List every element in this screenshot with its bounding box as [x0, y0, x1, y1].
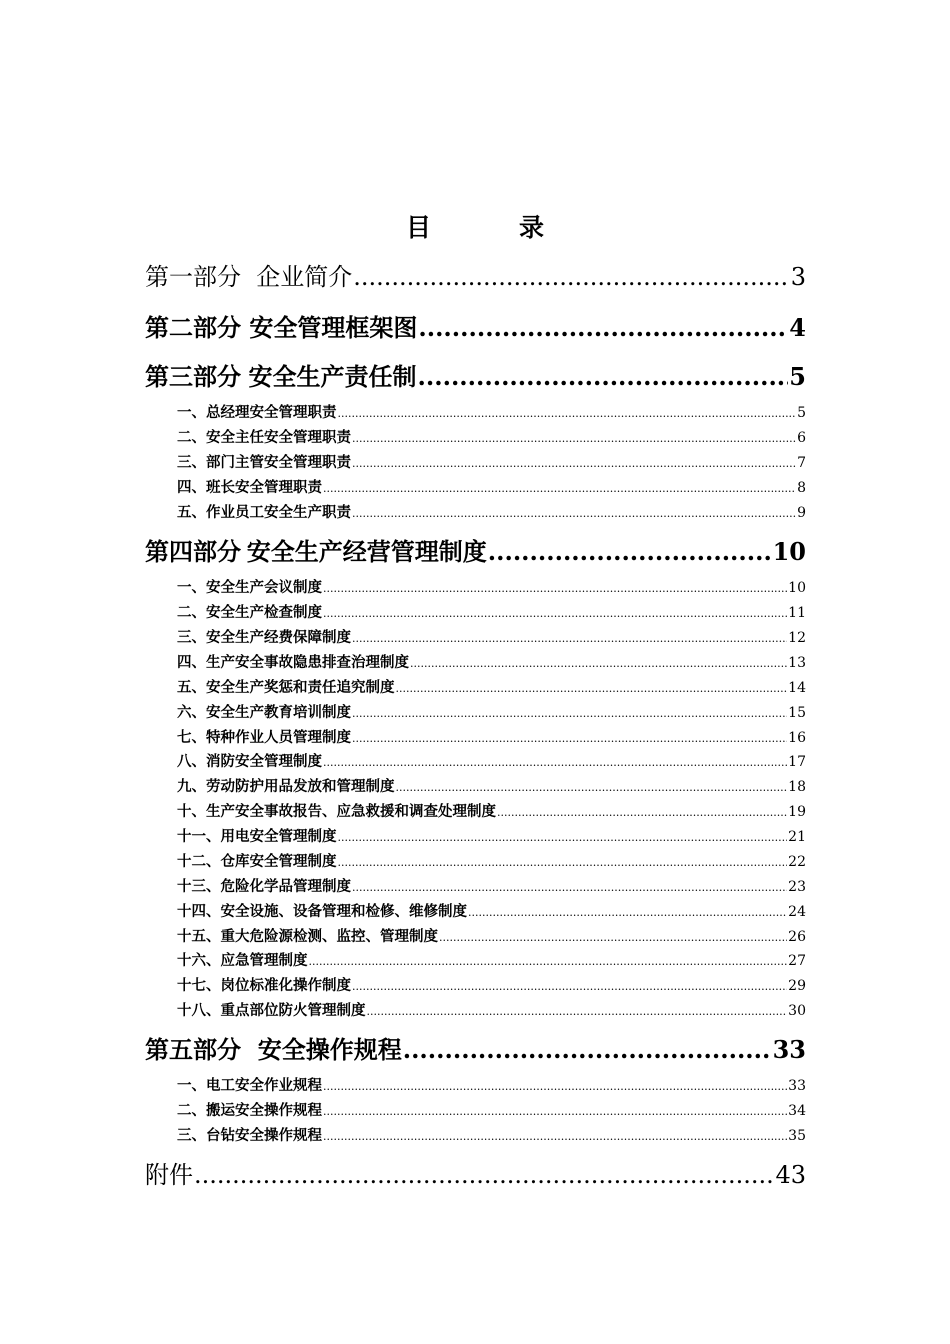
- dot-leader: [323, 605, 787, 621]
- item-title: 一、电工安全作业规程: [177, 1077, 322, 1094]
- toc-part-5[interactable]: [145, 1030, 806, 1065]
- dot-leader: [468, 904, 787, 920]
- page-number: 19: [788, 804, 806, 820]
- dot-leader: [194, 1161, 774, 1189]
- toc-item[interactable]: [177, 501, 806, 522]
- toc-item[interactable]: [177, 750, 806, 771]
- item-title: 七、特种作业人员管理制度: [177, 729, 351, 746]
- dot-leader: [396, 779, 788, 795]
- item-title: 九、劳动防护用品发放和管理制度: [177, 778, 395, 795]
- toc-item[interactable]: [177, 576, 806, 597]
- page-number: 5: [789, 362, 806, 391]
- item-title: 十六、应急管理制度: [177, 952, 308, 969]
- toc-item[interactable]: [177, 676, 806, 697]
- dot-leader: [323, 1078, 787, 1094]
- page-number: 10: [772, 537, 806, 566]
- item-title: 六、安全生产教育培训制度: [177, 704, 351, 721]
- toc-item[interactable]: [177, 401, 806, 422]
- dot-leader: [309, 953, 788, 969]
- toc-item[interactable]: [177, 999, 806, 1020]
- page-number: 5: [797, 405, 806, 421]
- dot-leader: [403, 1035, 772, 1064]
- dot-leader: [352, 705, 787, 721]
- page-number: 33: [788, 1078, 806, 1094]
- item-title: 十、生产安全事故报告、应急救援和调查处理制度: [177, 803, 496, 820]
- dot-leader: [338, 854, 788, 870]
- item-title: 五、安全生产奖惩和责任追究制度: [177, 679, 395, 696]
- toc-part-2[interactable]: [145, 308, 806, 343]
- toc-title: 目 录: [405, 213, 545, 242]
- dot-leader: [323, 1103, 787, 1119]
- page-number: 14: [788, 680, 806, 696]
- item-title: 二、安全主任安全管理职责: [177, 429, 351, 446]
- page-number: 23: [788, 879, 806, 895]
- toc-item[interactable]: [177, 900, 806, 921]
- toc-item[interactable]: [177, 1074, 806, 1095]
- page-number: 10: [788, 580, 806, 596]
- page-number: 21: [788, 829, 806, 845]
- part-title: 安全管理框架图: [249, 313, 418, 342]
- item-title: 十五、重大危险源检测、监控、管理制度: [177, 928, 438, 945]
- toc-item[interactable]: [177, 875, 806, 896]
- page-number: 16: [788, 730, 806, 746]
- item-title: 一、安全生产会议制度: [177, 579, 322, 596]
- page-number: 3: [790, 263, 806, 291]
- page-number: 8: [797, 480, 806, 496]
- toc-item[interactable]: [177, 825, 806, 846]
- item-title: 二、安全生产检查制度: [177, 604, 322, 621]
- toc-item[interactable]: [177, 426, 806, 447]
- dot-leader: [338, 829, 788, 845]
- page-number: 35: [788, 1128, 806, 1144]
- dot-leader: [352, 455, 796, 471]
- dot-leader: [338, 405, 797, 421]
- toc-item[interactable]: [177, 701, 806, 722]
- item-title: 三、部门主管安全管理职责: [177, 454, 351, 471]
- dot-leader: [352, 505, 796, 521]
- dot-leader: [353, 263, 789, 291]
- toc-part-4[interactable]: [145, 532, 806, 567]
- page-number: 17: [788, 754, 806, 770]
- page-number: 7: [797, 455, 806, 471]
- item-title: 二、搬运安全操作规程: [177, 1102, 322, 1119]
- part-label: 第五部分: [145, 1035, 241, 1064]
- dot-leader: [410, 655, 787, 671]
- toc-item[interactable]: [177, 476, 806, 497]
- part-title: 安全生产经营管理制度: [246, 537, 487, 566]
- item-title: 十四、安全设施、设备管理和检修、维修制度: [177, 903, 467, 920]
- page-number: 6: [797, 430, 806, 446]
- page-number: 11: [788, 605, 806, 621]
- toc-item[interactable]: [177, 800, 806, 821]
- item-title: 十二、仓库安全管理制度: [177, 853, 337, 870]
- part-label: 第二部分: [145, 313, 241, 342]
- page-number: 33: [772, 1035, 806, 1064]
- page-number: 12: [788, 630, 806, 646]
- toc-item[interactable]: [177, 601, 806, 622]
- dot-leader: [352, 630, 787, 646]
- dot-leader: [352, 430, 796, 446]
- part-label: 第一部分: [145, 263, 241, 291]
- dot-leader: [396, 680, 788, 696]
- dot-leader: [323, 1128, 787, 1144]
- toc-item[interactable]: [177, 1124, 806, 1145]
- dot-leader: [497, 804, 787, 820]
- dot-leader: [439, 929, 787, 945]
- item-title: 十七、岗位标准化操作制度: [177, 977, 351, 994]
- dot-leader: [323, 580, 787, 596]
- toc-item[interactable]: [177, 626, 806, 647]
- page-number: 30: [788, 1003, 806, 1019]
- page-number: 18: [788, 779, 806, 795]
- item-title: 四、生产安全事故隐患排查治理制度: [177, 654, 409, 671]
- toc-item[interactable]: [177, 775, 806, 796]
- page-number: 13: [788, 655, 806, 671]
- page-number: 34: [788, 1103, 806, 1119]
- item-title: 四、班长安全管理职责: [177, 479, 322, 496]
- toc-item[interactable]: [177, 925, 806, 946]
- dot-leader: [367, 1003, 788, 1019]
- toc-item[interactable]: [177, 1099, 806, 1120]
- page-number: 43: [775, 1161, 806, 1189]
- toc-appendix[interactable]: [145, 1155, 806, 1190]
- item-title: 三、安全生产经费保障制度: [177, 629, 351, 646]
- dot-leader: [352, 978, 787, 994]
- page-number: 24: [788, 904, 806, 920]
- toc-item[interactable]: [177, 726, 806, 747]
- item-title: 十一、用电安全管理制度: [177, 828, 337, 845]
- toc-part-3[interactable]: [145, 357, 806, 392]
- toc-part-1[interactable]: [145, 257, 806, 292]
- toc-item[interactable]: [177, 974, 806, 995]
- toc-item[interactable]: [177, 451, 806, 472]
- page-number: 29: [788, 978, 806, 994]
- item-title: 十八、重点部位防火管理制度: [177, 1002, 366, 1019]
- page-number: 26: [788, 929, 806, 945]
- dot-leader: [418, 362, 789, 391]
- toc-item[interactable]: [177, 651, 806, 672]
- page-number: 27: [788, 953, 806, 969]
- dot-leader: [352, 879, 787, 895]
- appendix-label: 附件: [145, 1161, 193, 1189]
- part-label: 第四部分: [145, 537, 241, 566]
- page-number: 15: [788, 705, 806, 721]
- dot-leader: [352, 730, 787, 746]
- dot-leader: [323, 480, 796, 496]
- page-number: 9: [797, 505, 806, 521]
- item-title: 十三、危险化学品管理制度: [177, 878, 351, 895]
- part-title: 企业简介: [256, 263, 353, 291]
- item-title: 一、总经理安全管理职责: [177, 404, 337, 421]
- page-number: 22: [788, 854, 806, 870]
- dot-leader: [418, 313, 788, 342]
- part-label: 第三部分: [145, 362, 241, 391]
- dot-leader: [323, 754, 787, 770]
- item-title: 五、作业员工安全生产职责: [177, 504, 351, 521]
- item-title: 八、消防安全管理制度: [177, 753, 322, 770]
- part-title: 安全生产责任制: [248, 362, 417, 391]
- dot-leader: [488, 537, 772, 566]
- part-title: 安全操作规程: [257, 1035, 402, 1064]
- toc-item[interactable]: [177, 850, 806, 871]
- toc-item[interactable]: [177, 949, 806, 970]
- page-number: 4: [789, 313, 806, 342]
- item-title: 三、台钻安全操作规程: [177, 1127, 322, 1144]
